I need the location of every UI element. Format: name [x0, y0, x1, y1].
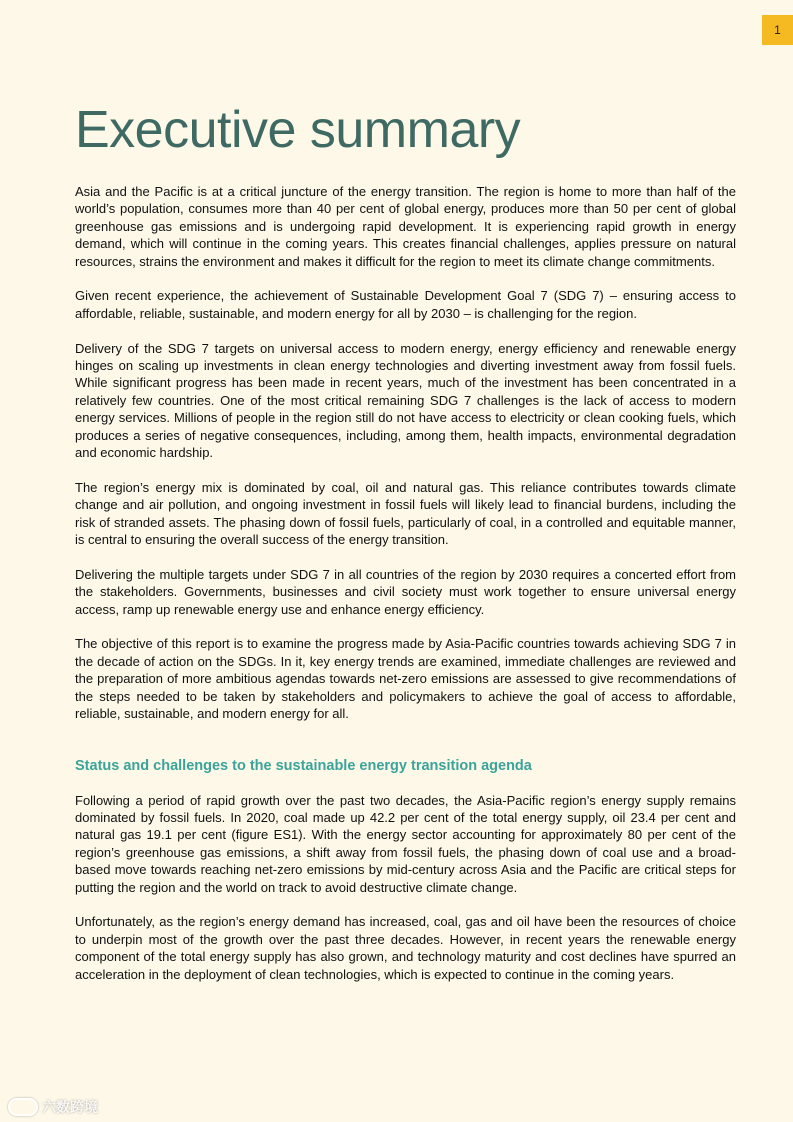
watermark-logo-icon: [8, 1098, 38, 1116]
document-body: [75, 183, 736, 1000]
section-heading: Status and challenges to the sustainable energy transition agenda: [75, 757, 532, 774]
paragraph: The objective of this report is to examine the progress made by Asia-Pacific countries towards achieving SDG 7 in the decade of action on the SDGs. In it, key energy trends are examined, immediate challenges are reviewed and the preparation of more ambitious agendas towards net-zero emissions are assessed to give recommendations of the steps needed to be taken by stakeholders and policymakers to achieve the goal of access to affordable, reliable, sustainable, and modern energy for all.: [75, 636, 736, 722]
paragraph: Following a period of rapid growth over the past two decades, the Asia-Pacific region’s energy supply remains dominated by fossil fuels. In 2020, coal made up 42.2 per cent of the total energy supply, oil 23.4 per cent and natural gas 19.1 per cent (figure ES1). With the energy sector accounting for approximately 80 per cent of the region’s greenhouse gas emissions, a shift away from fossil fuels, the phasing down of coal use and a broad-based move towards reaching net-zero emissions by mid-century across Asia and the Pacific are critical steps for putting the region and the world on track to avoid destructive climate change.: [75, 792, 736, 895]
paragraph: Delivering the multiple targets under SDG 7 in all countries of the region by 2030 requires a concerted effort from the stakeholders. Governments, businesses and civil society must work together to ensure universal energy access, ramp up renewable energy use and enhance energy efficiency.: [75, 566, 736, 617]
page-title: Executive summary: [75, 101, 521, 159]
paragraph: Delivery of the SDG 7 targets on universal access to modern energy, energy efficiency and renewable energy hinges on scaling up investments in clean energy technologies and diverting investment away from fossil fuels. While significant progress has been made in recent years, much of the investment has been concentrated in a relatively few countries. One of the most critical remaining SDG 7 challenges is the lack of access to modern energy services. Millions of people in the region still do not have access to electricity or clean cooking fuels, which produces a series of negative consequences, including, among them, health impacts, environmental degradation and economic hardship.: [75, 340, 736, 461]
paragraph: Given recent experience, the achievement of Sustainable Development Goal 7 (SDG 7) – ensuring access to affordable, reliable, sustainable, and modern energy for all by 2030 – is challenging for the region.: [75, 288, 736, 321]
paragraph: The region’s energy mix is dominated by coal, oil and natural gas. This reliance contributes towards climate change and air pollution, and ongoing investment in fossil fuels will likely lead to financial burdens, including the risk of stranded assets. The phasing down of fossil fuels, particularly of coal, in a controlled and equitable manner, is central to ensuring the overall success of the energy transition.: [75, 479, 736, 548]
paragraph: Asia and the Pacific is at a critical juncture of the energy transition. The region is home to more than half of the world’s population, consumes more than 40 per cent of global energy, produces more than 50 per cent of global greenhouse gas emissions and is undergoing rapid development. It is experiencing rapid growth in energy demand, which will continue in the coming years. This creates financial challenges, applies pressure on natural resources, strains the environment and makes it difficult for the region to meet its climate change commitments.: [75, 184, 736, 269]
page-number-badge: [762, 15, 793, 45]
watermark-text: 六数跨境: [42, 1099, 98, 1115]
watermark: [8, 1097, 98, 1117]
paragraph: Unfortunately, as the region’s energy demand has increased, coal, gas and oil have been the resources of choice to underpin most of the growth over the past three decades. However, in recent years the renewable energy component of the total energy supply has also grown, and technology maturity and cost declines have spurred an acceleration in the deployment of clean technologies, which is expected to continue in the coming years.: [75, 914, 736, 982]
page-number: 1: [774, 23, 781, 37]
